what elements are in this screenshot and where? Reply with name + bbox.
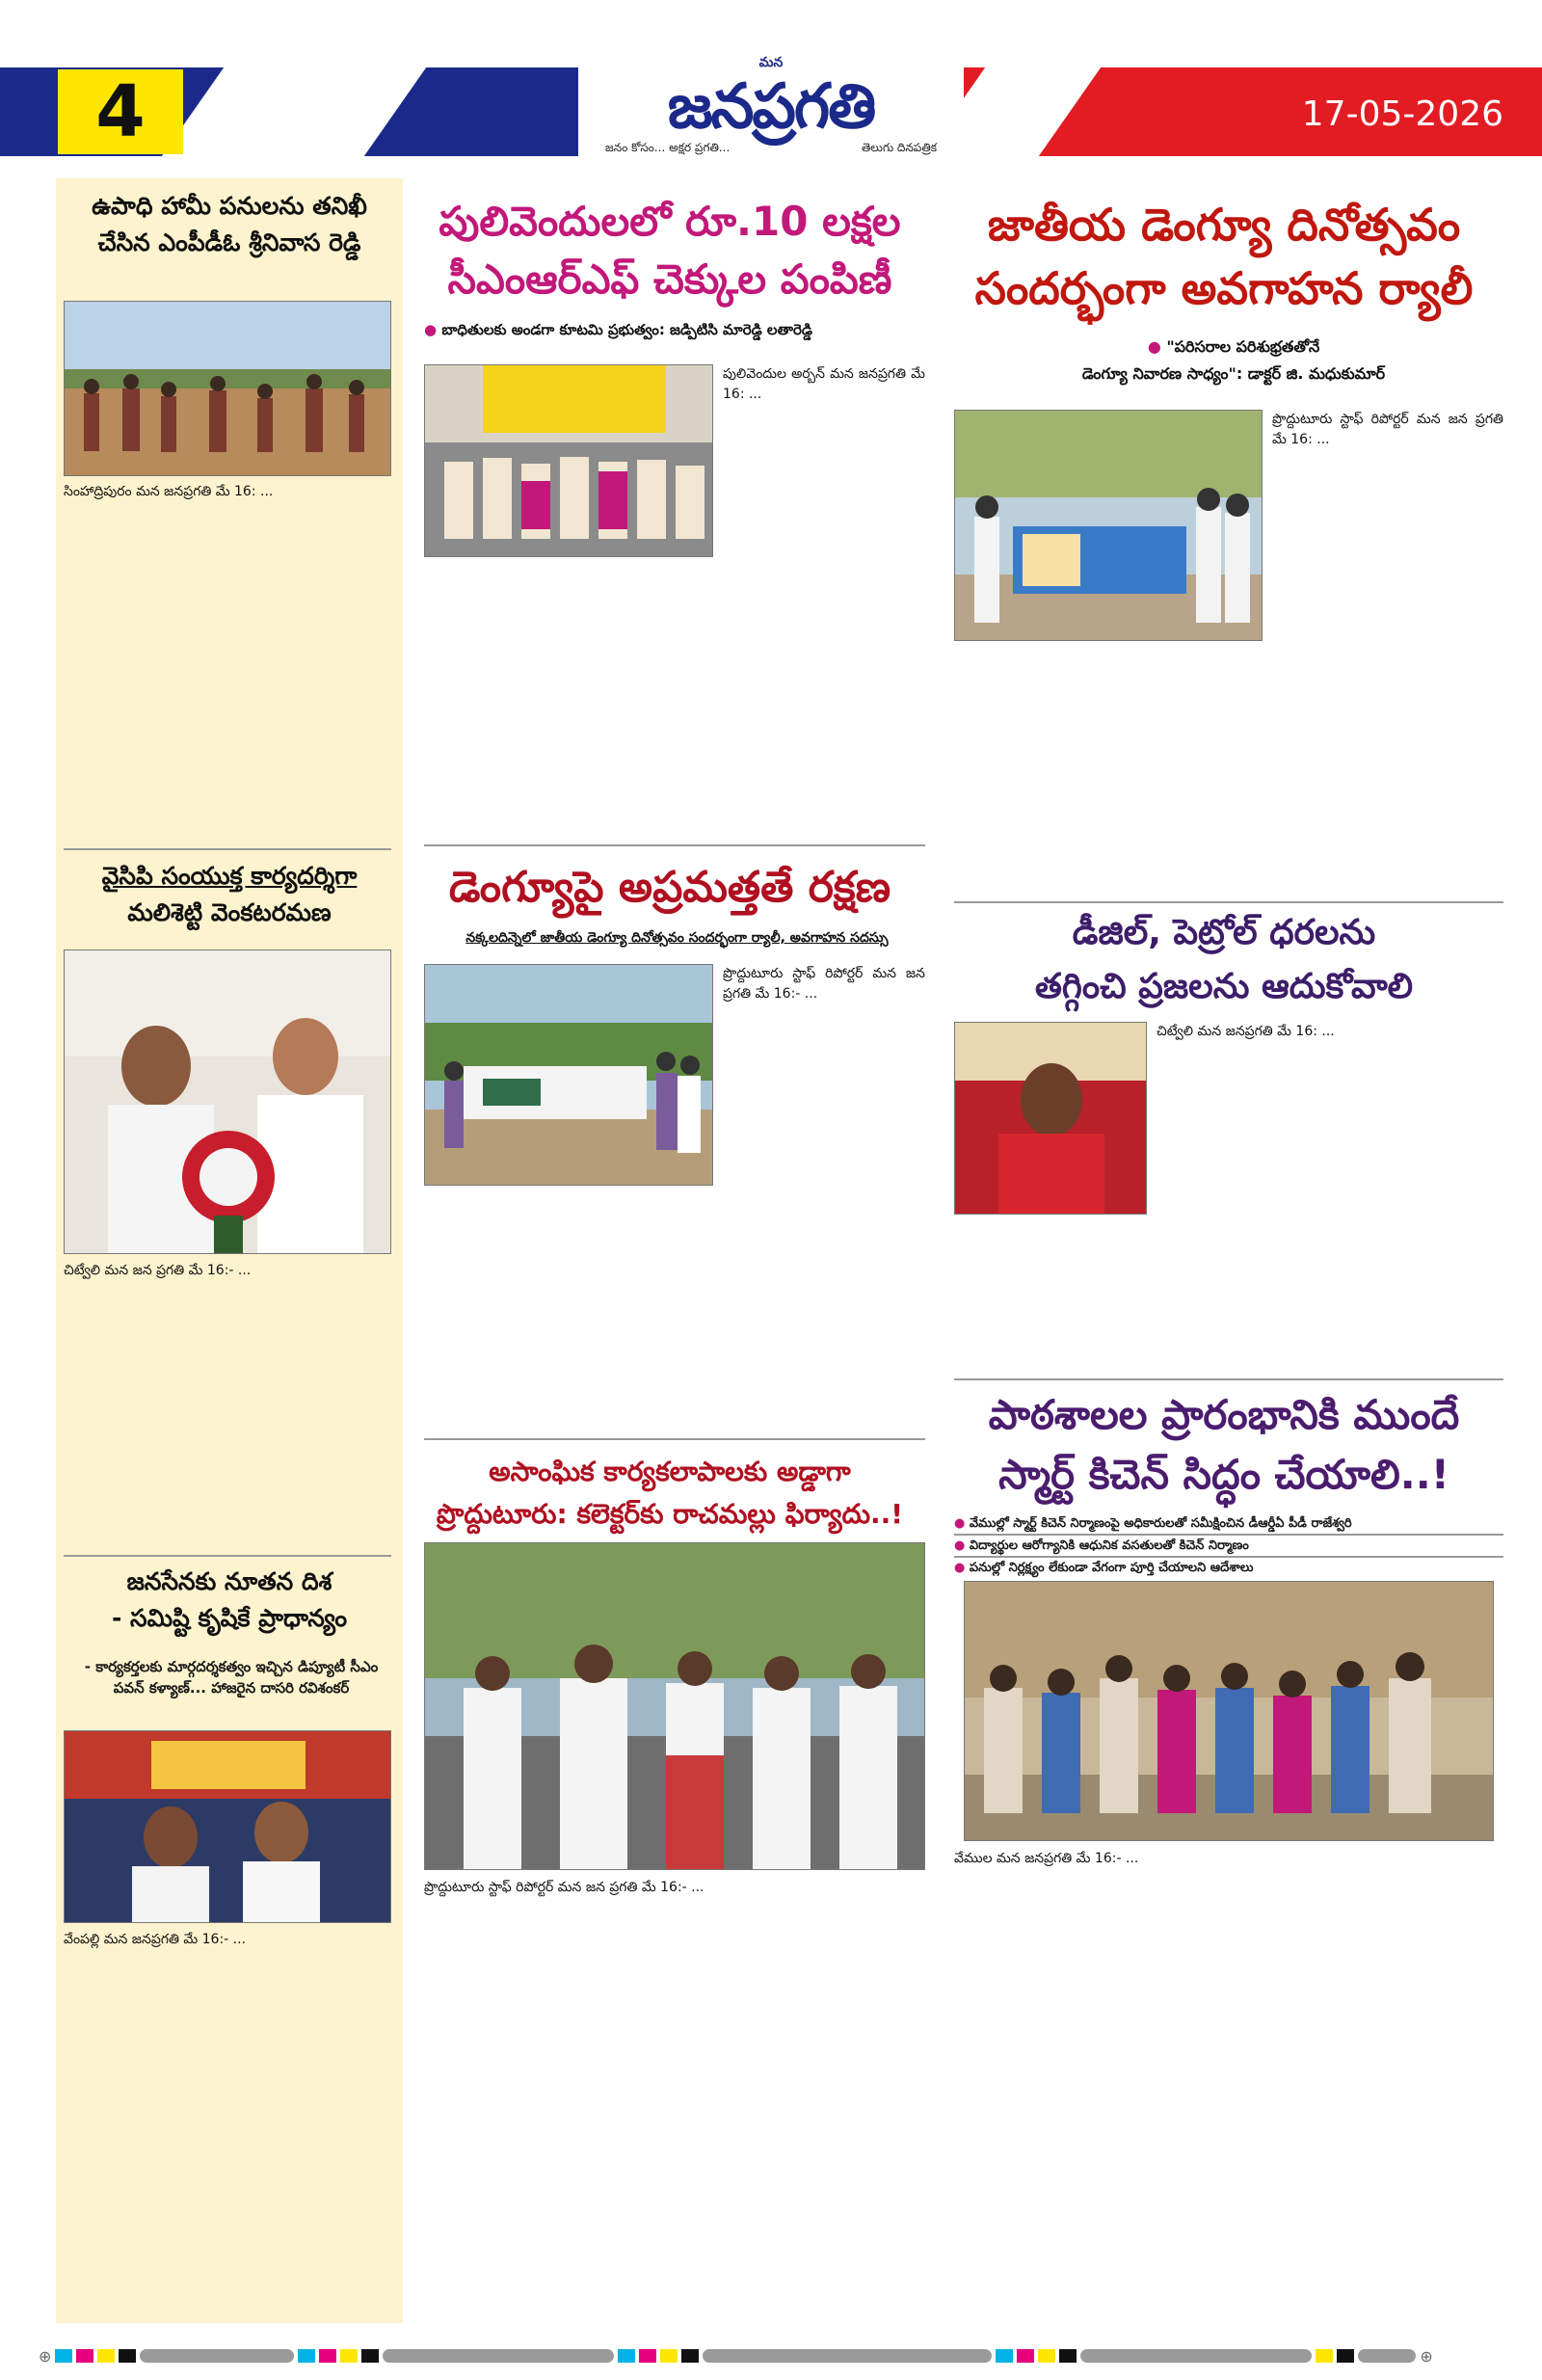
article-2-headline bbox=[58, 858, 401, 931]
color-swatch bbox=[639, 2349, 656, 2363]
complaint-body bbox=[424, 1878, 925, 2321]
article-1-body bbox=[64, 482, 391, 841]
bullet-icon: ● bbox=[424, 321, 442, 338]
headline-line: పాఠశాలల ప్రారంభానికి ముందే bbox=[988, 1391, 1460, 1438]
cmrf-subhead bbox=[424, 321, 930, 342]
color-swatch bbox=[55, 2349, 72, 2363]
divider bbox=[64, 1555, 391, 1557]
dengue-alert-subhead: నక్కలదిన్నెలో జాతీయ డెంగ్యూ దినోత్సవం సందర్భంగా ర్యాలీ, అవగాహన సదస్సు bbox=[465, 930, 889, 946]
color-swatch bbox=[618, 2349, 635, 2363]
dengue-alert-body-right bbox=[723, 964, 925, 1193]
body-text: ప్రొద్దుటూరు స్టాఫ్ రిపోర్టర్ మన జన ప్రగతి మే 16:- ... bbox=[723, 966, 925, 1002]
dengue-rally-body-continued bbox=[954, 644, 1503, 895]
color-swatch bbox=[298, 2349, 315, 2363]
smart-kitchen-body bbox=[954, 1849, 1503, 2321]
divider bbox=[954, 901, 1503, 903]
crosshair-icon: ⊕ bbox=[1420, 2346, 1433, 2366]
dengue-rally-subhead bbox=[964, 334, 1503, 388]
bullet-icon: ● bbox=[1147, 337, 1167, 356]
color-swatch bbox=[1316, 2349, 1333, 2363]
body-text: పులివెందుల అర్బన్ మన జనప్రగతి మే 16: ... bbox=[723, 366, 925, 402]
issue-date: 17-05-2026 bbox=[1301, 94, 1503, 134]
dengue-rally-headline bbox=[944, 193, 1503, 320]
headline-line: మలిశెట్టి వెంకటరమణ bbox=[127, 898, 332, 926]
article-1-headline bbox=[58, 188, 401, 261]
body-text: సింహాద్రిపురం మన జనప్రగతి మే 16: ... bbox=[64, 484, 274, 499]
gray-bar bbox=[1358, 2349, 1416, 2363]
logo-tagline: జనం కోసం... అక్షర ప్రగతి... bbox=[605, 141, 731, 154]
headline-line: చేసిన ఎంపీడీఓ శ్రీనివాస రెడ్డి bbox=[97, 228, 361, 256]
divider bbox=[424, 844, 925, 846]
body-text: చిట్వేలి మన జనప్రగతి మే 16: ... bbox=[1156, 1024, 1335, 1039]
dengue-alert-headline: డెంగ్యూపై అప్రమత్తతే రక్షణ bbox=[448, 863, 891, 912]
headline-line: పులివెందులలో రూ.10 లక్షల bbox=[439, 198, 901, 245]
color-swatch bbox=[1059, 2349, 1077, 2363]
cmrf-body-right bbox=[723, 364, 925, 572]
newspaper-logo bbox=[578, 53, 964, 169]
color-swatch bbox=[996, 2349, 1013, 2363]
subhead-text: వేముల్లో స్మార్ట్ కిచెన్ నిర్మాణంపై అధికారులతో సమీక్షించిన డీఆర్డీఏ పీడీ రాజేశ్వరి bbox=[969, 1516, 1352, 1531]
headline-line: జనసేనకు నూతన దిశ bbox=[126, 1567, 332, 1595]
gray-bar bbox=[1080, 2349, 1312, 2363]
photo-bouquet-greeting bbox=[64, 949, 391, 1254]
photo-janasena-meeting bbox=[64, 1730, 391, 1923]
body-text: వేముల మన జనప్రగతి మే 16:- ... bbox=[954, 1851, 1139, 1866]
color-swatch bbox=[1017, 2349, 1034, 2363]
body-text: చిట్వేలి మన జన ప్రగతి మే 16:- ... bbox=[64, 1263, 252, 1278]
print-registration-bar bbox=[39, 2348, 1503, 2364]
subhead-text: పనుల్లో నిర్లక్ష్యం లేకుండా వేగంగా పూర్తి చేయాలని ఆదేశాలు bbox=[969, 1561, 1254, 1575]
photo-cheque-distribution bbox=[424, 364, 713, 557]
logo-title: జనప్రగతి bbox=[667, 71, 875, 143]
body-text: ప్రొద్దుటూరు స్టాఫ్ రిపోర్టర్ మన జన ప్రగతి మే 16:- ... bbox=[424, 1880, 705, 1895]
article-3-subhead: - కార్యకర్తలకు మార్గదర్శకత్వం ఇచ్చిన డిప్యూటీ సీఎం పవన్ కళ్యాణ్... హాజరైన దాసరి రవిశంకర్ bbox=[84, 1658, 379, 1697]
gray-bar bbox=[140, 2349, 294, 2363]
color-swatch bbox=[340, 2349, 358, 2363]
color-swatch bbox=[76, 2349, 93, 2363]
photo-kitchen-review bbox=[964, 1581, 1494, 1841]
bullet-icon: ● bbox=[954, 1538, 970, 1553]
color-swatch bbox=[681, 2349, 699, 2363]
headline-line: తగ్గించి ప్రజలను ఆదుకోవాలి bbox=[1034, 967, 1414, 1006]
dengue-alert-body-continued bbox=[424, 1195, 925, 1427]
color-swatch bbox=[1038, 2349, 1055, 2363]
headline-line: డీజిల్, పెట్రోల్ ధరలను bbox=[1072, 913, 1376, 952]
headline-line: సీఎంఆర్ఎఫ్ చెక్కుల పంపిణీ bbox=[447, 255, 892, 303]
gray-bar bbox=[383, 2349, 614, 2363]
cmrf-headline bbox=[410, 193, 930, 308]
photo-collector-complaint bbox=[424, 1542, 925, 1870]
article-3-headline bbox=[58, 1564, 401, 1637]
photo-cpi-leader bbox=[954, 1022, 1147, 1215]
fuel-price-body-continued bbox=[954, 1229, 1503, 1369]
headline-line: వైసిపి సంయుక్త కార్యదర్శిగా bbox=[101, 862, 358, 890]
photo-dengue-rally bbox=[424, 964, 713, 1186]
subhead-text: "పరిసరాల పరిశుభ్రతతోనే bbox=[1166, 337, 1320, 356]
body-text: వేంపల్లి మన జనప్రగతి మే 16:- ... bbox=[64, 1932, 247, 1947]
headline-line: ఉపాధి హామీ పనులను తనిఖీ bbox=[92, 192, 367, 220]
bullet-icon: ● bbox=[954, 1516, 970, 1531]
crosshair-icon: ⊕ bbox=[39, 2346, 52, 2366]
color-swatch bbox=[97, 2349, 115, 2363]
logo-tagline-right: తెలుగు దినపత్రిక bbox=[861, 141, 937, 154]
article-2-body bbox=[64, 1261, 391, 1550]
cmrf-body-continued bbox=[424, 572, 925, 834]
headline-line: జాతీయ డెంగ్యూ దినోత్సవం bbox=[987, 199, 1461, 251]
subhead-text: విద్యార్థుల ఆరోగ్యానికి ఆధునిక వసతులతో కిచెన్ నిర్మాణం bbox=[969, 1538, 1249, 1553]
dengue-rally-body-right bbox=[1272, 410, 1503, 641]
divider bbox=[64, 848, 391, 850]
color-swatch bbox=[319, 2349, 336, 2363]
fuel-price-headline bbox=[944, 906, 1503, 1014]
color-swatch bbox=[660, 2349, 678, 2363]
headline-line: అసాంఘిక కార్యకలాపాలకు అడ్డాగా bbox=[489, 1456, 851, 1487]
color-swatch bbox=[119, 2349, 136, 2363]
fuel-price-body-right bbox=[1156, 1022, 1503, 1229]
photo-inspection-workers bbox=[64, 301, 391, 476]
divider bbox=[954, 1378, 1503, 1380]
smart-kitchen-subheads bbox=[954, 1513, 1503, 1578]
headline-line: - సమిష్టి కృషికే ప్రాధాన్యం bbox=[111, 1604, 348, 1632]
bullet-icon: ● bbox=[954, 1561, 970, 1575]
divider bbox=[424, 1438, 925, 1440]
headline-line: సందర్భంగా అవగాహన ర్యాలీ bbox=[974, 262, 1474, 314]
smart-kitchen-headline bbox=[944, 1385, 1503, 1505]
article-3-body bbox=[64, 1930, 391, 2315]
subhead-text: బాధితులకు అండగా కూటమి ప్రభుత్వం: జడ్పిటిసి మారెడ్డి లతారెడ్డి bbox=[441, 321, 812, 338]
headline-line: స్మార్ట్ కిచెన్ సిద్ధం చేయాలి..! bbox=[998, 1451, 1449, 1498]
gray-bar bbox=[703, 2349, 992, 2363]
page-number: 4 bbox=[58, 69, 183, 154]
color-swatch bbox=[361, 2349, 379, 2363]
color-swatch bbox=[1337, 2349, 1354, 2363]
complaint-headline bbox=[410, 1451, 930, 1536]
photo-awareness-rally bbox=[954, 410, 1263, 641]
body-text: ప్రొద్దుటూరు స్టాఫ్ రిపోర్టర్ మన జన ప్రగతి మే 16: ... bbox=[1272, 412, 1503, 447]
headline-line: ప్రొద్దుటూరు: కలెక్టర్‌కు రాచమల్లు ఫిర్యాదు..! bbox=[436, 1498, 904, 1530]
subhead-text: డెంగ్యూ నివారణ సాధ్యం": డాక్టర్ జి. మధుకుమార్ bbox=[1081, 364, 1386, 383]
logo-small-text: మన bbox=[758, 55, 784, 70]
